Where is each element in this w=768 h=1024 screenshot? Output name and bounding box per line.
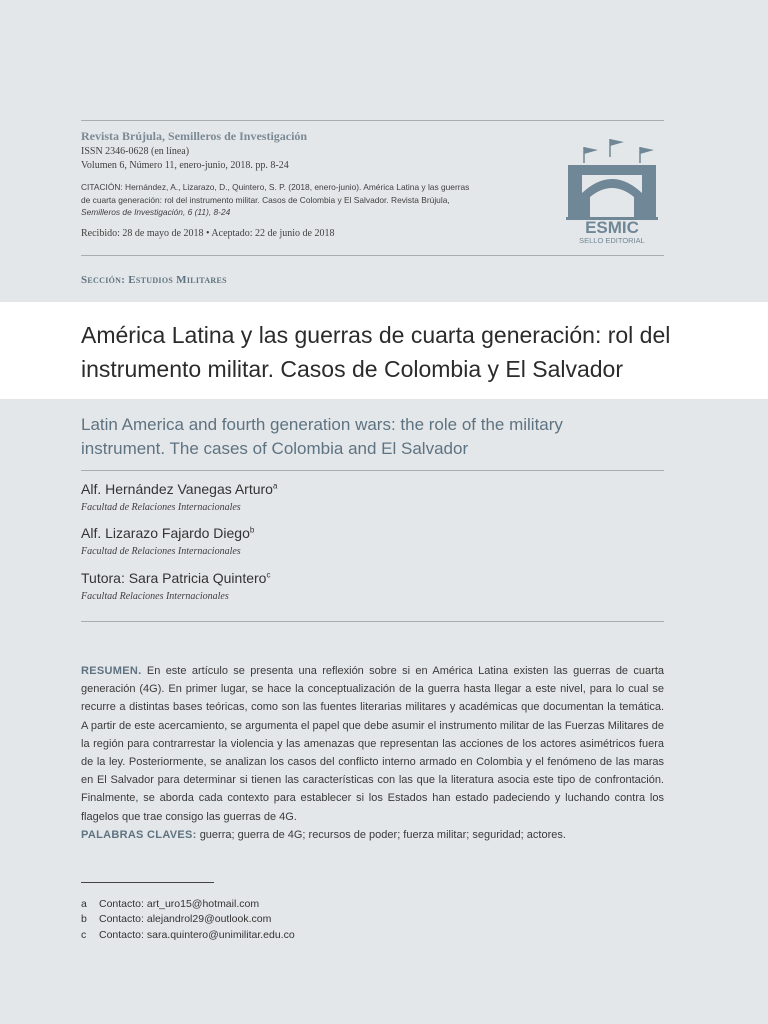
author-name: Tutora: Sara Patricia Quintero$^c$ — [81, 570, 271, 586]
issn: ISSN 2346-0628 (en línea) — [81, 146, 190, 157]
volume-info: Volumen 6, Número 11, enero-junio, 2018. pp. 8-24 — [81, 160, 289, 171]
footnote: a Contacto: art_uro15@hotmail.com — [81, 898, 260, 910]
author-affiliation: Facultad de Relaciones Internacionales — [81, 502, 241, 513]
abstract-label: RESUMEN. — [81, 665, 142, 677]
citation-line: Semilleros de Investigación, 6 (11), 8-24 — [81, 207, 231, 217]
footnote: c Contacto: sara.quintero@unimilitar.edu.co — [81, 929, 295, 941]
author-affiliation: Facultad de Relaciones Internacionales — [81, 546, 241, 557]
author-mark: b — [249, 525, 255, 535]
top-rule — [81, 120, 664, 121]
logo-name: ESMIC — [585, 218, 639, 237]
citation-line: CITACIÓN: Hernández, A., Lizarazo, D., Quintero, S. P. (2018, enero-junio). América Latina y las guerras — [81, 182, 470, 192]
author-mark: a — [272, 481, 278, 491]
citation-line: de cuarta generación: rol del instrumento militar. Casos de Colombia y El Salvador. Revista Brújula, — [81, 194, 450, 205]
author-affiliation: Facultad Relaciones Internacionales — [81, 591, 229, 602]
footnote: b Contacto: alejandrol29@outlook.com — [81, 913, 272, 925]
abstract-text: En este artículo se presenta una reflexión sobre si en América Latina existen las guerras de cuarta generación (4G). En primer lugar, se hace la conceptualización de la guerra hasta llegar a este nivel, para lo cual se recurre a distintas bases teóricas, como son las fuentes literarias militares y académicas que documentan la temática. A partir de este acercamiento, se argumenta el papel que debe asumir el instrumento militar de las Fuerzas Militares de la región para contrarrestar la violencia y las amenazas que representan las acciones de los actores asimétricos fuera de la ley. Posteriormente, se analizan los casos del conflicto interno armado en Colombia y el fenómeno de las maras en El Salvador para determinar si tienen las características con las que la literatura asocia este tipo de confrontación. Finalmente, se aborda cada contexto para establecer si los Estados han estado padeciendo y luchando contra los flagelos que trae consigo las guerras de 4G. — [81, 665, 664, 823]
esmic-logo — [562, 135, 658, 245]
subtitle-rule — [81, 470, 664, 471]
authors-bottom-rule — [81, 621, 664, 622]
journal-name: Revista Brújula, Semilleros de Investigación — [81, 129, 308, 143]
author-name: Alf. Hernández Vanegas Arturo$^a$ — [81, 481, 278, 497]
logo-caption: SELLO EDITORIAL — [579, 236, 645, 245]
article-title: América Latina y las guerras de cuarta generación: rol del instrumento militar. Casos de Colombia y El Salvador — [81, 322, 671, 382]
footnote-rule — [81, 882, 214, 883]
citation — [81, 181, 511, 219]
abstract — [81, 662, 664, 844]
keywords-label: PALABRAS CLAVES: — [81, 828, 197, 841]
section-label: Sección: Estudios Militares — [81, 274, 227, 286]
header-bottom-rule — [81, 255, 664, 256]
author-name: Alf. Lizarazo Fajardo Diego$^b$ — [81, 525, 255, 541]
author-mark: c — [266, 570, 271, 580]
received-date: Recibido: 28 de mayo de 2018 • Aceptado: 22 de junio de 2018 — [81, 228, 335, 239]
article-subtitle: Latin America and fourth generation wars: the role of the military instrument. The cases of Colombia and El Salvador — [81, 415, 563, 458]
keywords-text: guerra; guerra de 4G; recursos de poder; fuerza militar; seguridad; actores. — [199, 828, 566, 841]
